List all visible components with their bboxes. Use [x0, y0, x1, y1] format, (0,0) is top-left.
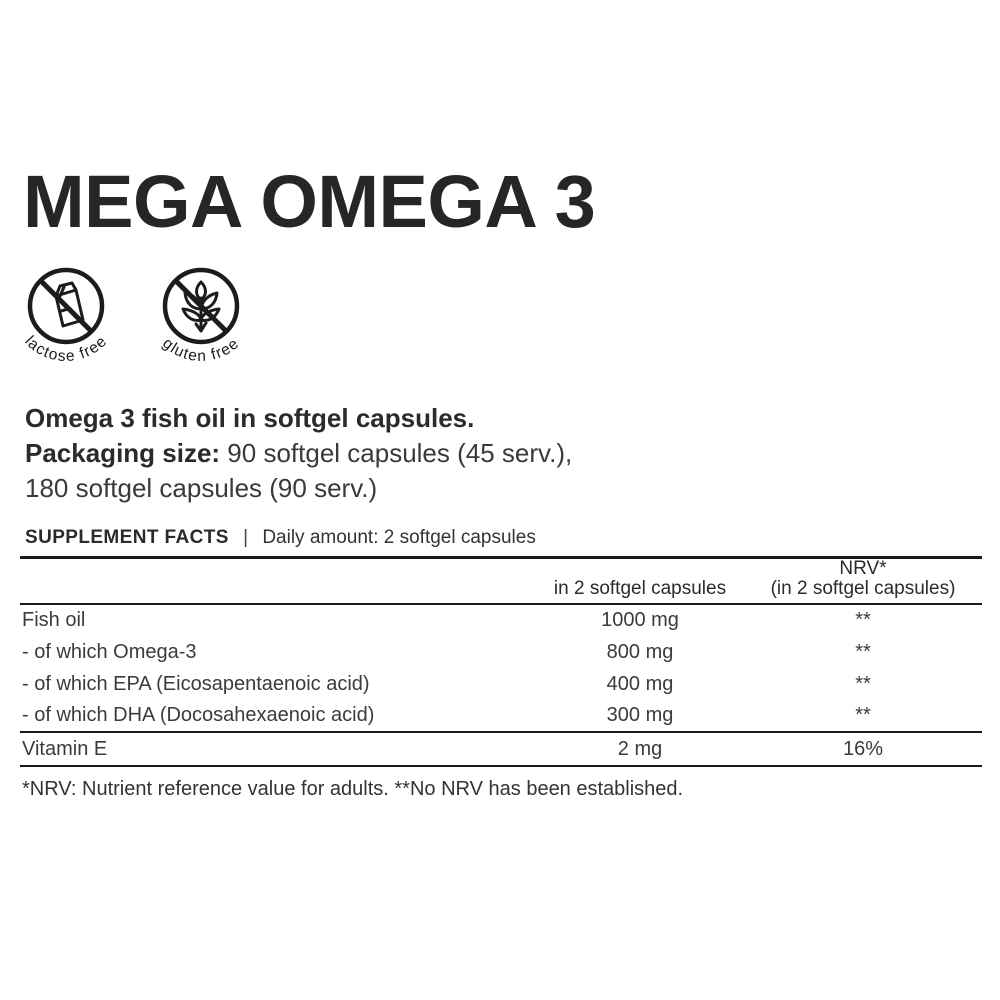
packaging-size-label: Packaging size:: [25, 438, 221, 468]
ingredient-amount: 1000 mg: [601, 609, 679, 631]
heading-separator: |: [243, 527, 249, 548]
nrv-column-header: [744, 558, 982, 605]
supplement-facts-title: SUPPLEMENT FACTS: [25, 527, 229, 548]
table-row-omega3: [20, 636, 982, 668]
ingredient-column-header: [20, 558, 536, 605]
description-line-3: [25, 471, 572, 506]
gluten-free-label-text: gluten free: [159, 334, 243, 366]
nrv-header-line2: (in 2 softgel capsules): [770, 578, 956, 599]
ingredient-amount: 800 mg: [606, 640, 674, 663]
gluten-free-icon: [150, 260, 260, 372]
ingredient-name: Vitamin E: [22, 737, 108, 760]
ingredient-amount: 300 mg: [606, 704, 674, 726]
nrv-header-line1: NRV*: [839, 558, 887, 579]
table-header-row: [20, 558, 982, 605]
amount-column-header: in 2 softgel capsules: [553, 578, 727, 599]
description-line-1-text: Omega 3 fish oil in softgel capsules.: [25, 403, 475, 433]
ingredient-nrv: **: [855, 609, 871, 631]
lactose-free-label-text: lactose free: [21, 332, 111, 366]
ingredient-nrv: **: [855, 704, 871, 726]
packaging-size-value: 90 softgel capsules (45 serv.),: [220, 438, 573, 468]
ingredient-amount: 400 mg: [606, 672, 674, 695]
ingredient-name: - of which Omega-3: [22, 640, 197, 663]
description-line-2: [25, 436, 572, 471]
ingredient-nrv: **: [855, 640, 871, 663]
ingredient-name: Fish oil: [22, 609, 86, 631]
packaging-size-value-2: 180 softgel capsules (90 serv.): [25, 473, 378, 503]
supplement-facts-table: [20, 556, 982, 767]
nrv-footnote: *NRV: Nutrient reference value for adults. **No NRV has been established.: [22, 778, 684, 800]
description-line-1: [25, 401, 572, 436]
gluten-free-label: [159, 335, 243, 365]
ingredient-name: - of which EPA (Eicosapentaenoic acid): [22, 672, 370, 695]
ingredient-name: - of which DHA (Docosahexaenoic acid): [22, 704, 375, 726]
lactose-free-icon: [16, 260, 126, 372]
supplement-facts-panel: [20, 556, 982, 801]
table-row-dha: [20, 700, 982, 732]
daily-amount-text: Daily amount: 2 softgel capsules: [262, 527, 536, 548]
product-description: [25, 401, 572, 506]
ingredient-amount: 2 mg: [617, 737, 663, 760]
lactose-free-label: [21, 333, 110, 366]
supplement-facts-heading: [25, 527, 536, 549]
ingredient-nrv: **: [855, 672, 871, 695]
table-row-vitamin-e: [20, 732, 982, 766]
table-row-fish-oil: [20, 604, 982, 636]
product-title: MEGA OMEGA 3: [23, 160, 596, 243]
ingredient-nrv: 16%: [842, 737, 884, 760]
table-row-epa: [20, 668, 982, 700]
